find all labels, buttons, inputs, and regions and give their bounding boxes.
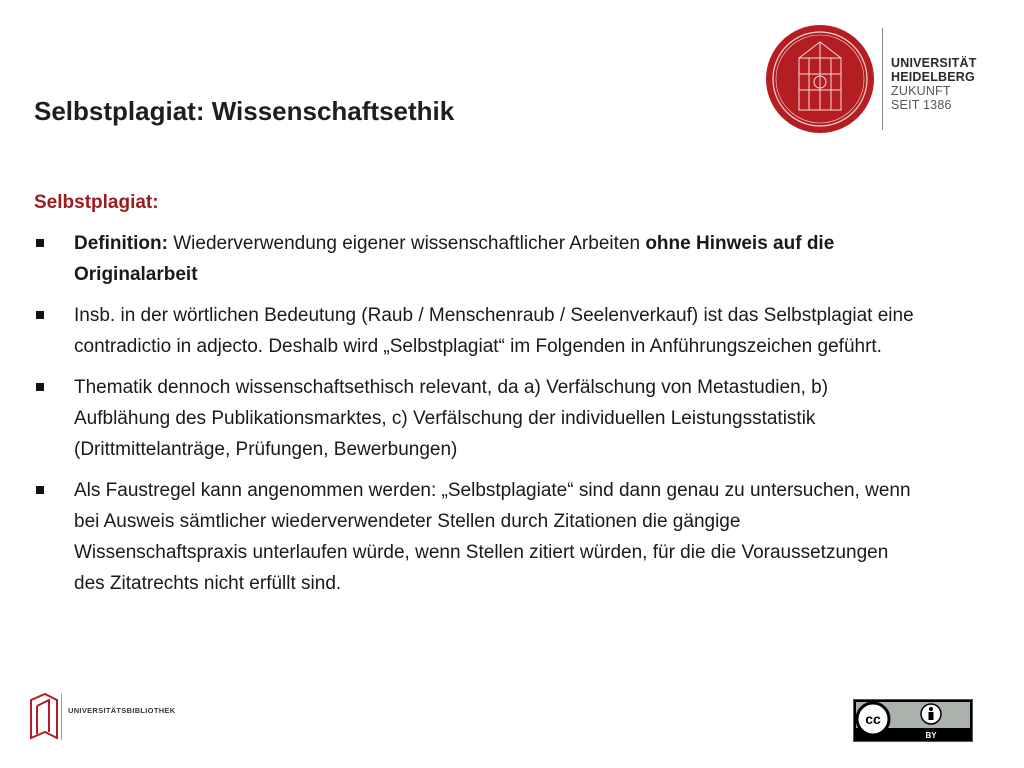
university-wordmark: [891, 56, 977, 112]
bullet-text: Thematik dennoch wissenschaftsethisch relevant, da a) Verfälschung von Metastudien, b) Aufblähung des Publikationsmarktes, c) Verfälschung der individuellen Leistungsstatistik (Drittmittelanträge, Prüfungen, Bewerbungen): [74, 377, 829, 460]
bullet-text: Als Faustregel kann angenommen werden: „Selbstplagiate“ sind dann genau zu untersuchen, wenn bei Ausweis sämtlicher wiederverwendeter Stellen durch Zitationen die gängige Wissenschaftspraxis unterlaufen würde, wenn Stellen zitiert würden, für die die Voraussetzungen des Zitatrechts nicht erfüllt sind.: [74, 480, 911, 594]
wordmark-line-2: HEIDELBERG: [891, 70, 975, 84]
bullet-trail-bold: ohne Hinweis auf die Originalarbeit: [74, 233, 835, 285]
cc-label: cc: [865, 711, 881, 727]
bullet-list: [34, 228, 914, 599]
wordmark-line-3: ZUKUNFT: [891, 84, 951, 98]
bullet-lead: Definition:: [74, 233, 168, 254]
slide-title: Selbstplagiat: Wissenschaftsethik: [34, 96, 455, 126]
bullet-item-faustregel: [34, 475, 914, 599]
bullet-item-definition: [34, 228, 914, 290]
bullet-text: Wiederverwendung eigener wissenschaftlicher Arbeiten: [167, 233, 646, 254]
cc-icon: [857, 703, 889, 735]
library-label: UNIVERSITÄTSBIBLIOTHEK: [68, 706, 176, 715]
cc-by-badge: [853, 699, 973, 742]
section-heading: Selbstplagiat:: [34, 192, 159, 213]
slide-content: [34, 192, 914, 609]
attribution-icon: [921, 704, 941, 724]
bullet-text: Insb. in der wörtlichen Bedeutung (Raub / Menschenraub / Seelenverkauf) ist das Selbstplagiat eine contradictio in adjecto. Deshalb wird „Selbstplagiat“ im Folgenden in Anführungszeichen geführt.: [74, 305, 914, 357]
bullet-square-icon: [36, 486, 44, 494]
wordmark-line-4: SEIT 1386: [891, 98, 952, 112]
cc-by-label: BY: [925, 731, 937, 740]
bullet-item-relevance: [34, 372, 914, 465]
bullet-item-contradictio: [34, 300, 914, 362]
ub-logo-icon: [27, 692, 63, 742]
bullet-square-icon: [36, 383, 44, 391]
wordmark-line-1: UNIVERSITÄT: [891, 56, 977, 70]
footer-divider: [61, 694, 62, 740]
bullet-square-icon: [36, 239, 44, 247]
university-seal-icon: [765, 24, 875, 134]
logo-divider: [882, 28, 883, 130]
bullet-square-icon: [36, 311, 44, 319]
